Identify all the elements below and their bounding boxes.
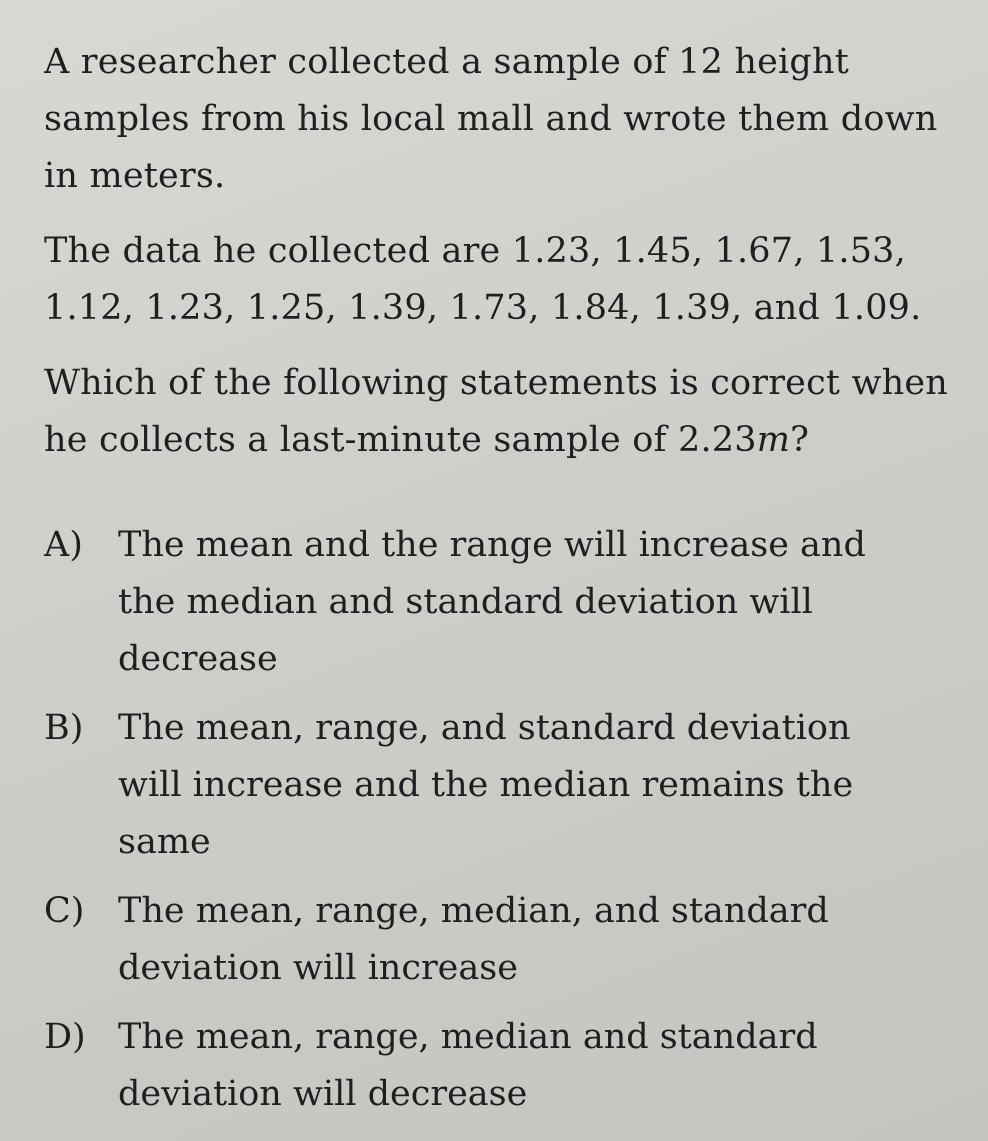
choice-letter: B) <box>44 708 84 748</box>
data-statement: The data he collected are 1.23, 1.45, 1.67, 1.53, 1.12, 1.23, 1.25, 1.39, 1.73, 1.84, 1.39, and 1.09. <box>44 231 922 328</box>
question-prompt <box>44 355 958 469</box>
choice-d <box>44 1009 958 1123</box>
choice-c <box>44 883 958 997</box>
prompt-end: ? <box>790 420 810 460</box>
choice-text: The mean, range, median, and standard deviation will increase <box>118 891 829 988</box>
prompt-unit: m <box>756 420 791 460</box>
choice-b <box>44 700 958 871</box>
answer-choices <box>44 517 958 1123</box>
choice-text: The mean, range, median and standard deviation will decrease <box>118 1017 818 1114</box>
question-intro: A researcher collected a sample of 12 height samples from his local mall and wrote them down in meters. <box>44 42 938 196</box>
prompt-text: Which of the following statements is correct when he collects a last-minute sample of 2.23 <box>44 363 949 460</box>
choice-letter: C) <box>44 891 85 931</box>
choice-text: The mean, range, and standard deviation will increase and the median remains the same <box>118 708 854 862</box>
choice-a <box>44 517 958 688</box>
choice-letter: D) <box>44 1017 86 1057</box>
choice-text: The mean and the range will increase and the median and standard deviation will decrease <box>118 525 866 679</box>
choice-letter: A) <box>44 525 83 565</box>
